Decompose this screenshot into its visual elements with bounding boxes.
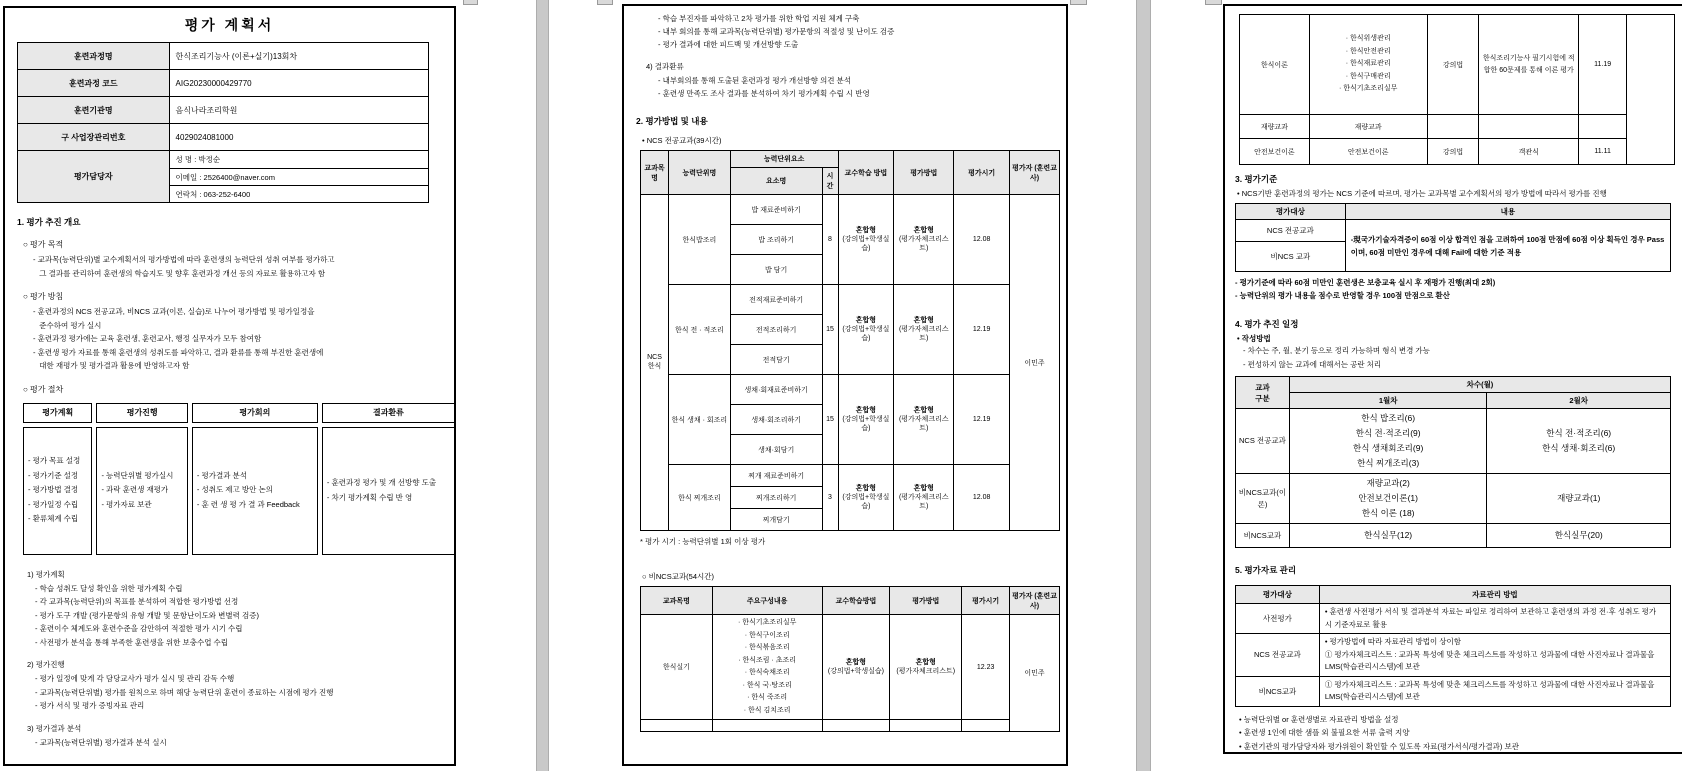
header-cell: 훈련기관명 (18, 97, 170, 124)
cell: 강의법 (1427, 139, 1479, 165)
numbered-block (17, 659, 442, 713)
table-row (1236, 524, 1671, 548)
subsection-heading: ○ 평가 절차 (23, 384, 64, 394)
text-line: - 내부회의를 통해 도출된 훈련과정 평가 개선방향 의견 분석 (658, 76, 852, 85)
table-row (641, 375, 1060, 405)
text-line: ① 평가자체크리스트 : 교과목 특성에 맞춘 체크리스트를 작성하고 성과물에 대한 사진자료나 결과물을 LMS(학습관리시스템)에 보관 (1324, 649, 1657, 671)
text-line: - 평가자료 보관 (101, 499, 152, 509)
numbered-block (17, 569, 442, 650)
carryover-items (658, 12, 1054, 51)
cell (322, 427, 455, 555)
text-line: - 평가방법 결정 (28, 485, 79, 495)
cell: 한식밥조리 (668, 195, 730, 285)
cell: 11.19 (1579, 15, 1627, 115)
cell: 밥 재료준비하기 (730, 195, 822, 225)
cell (1487, 409, 1671, 474)
cell: 비NCS교과 (1236, 676, 1320, 706)
method-lines (1325, 606, 1665, 631)
text-line: • 평가방법에 따라 자료관리 방법이 상이함 (1324, 637, 1462, 646)
text-line: 한식 생채회조리(9) (1353, 443, 1424, 453)
paragraph: • NCS기반 훈련과정의 평가는 NCS 기준에 따르며, 평가는 교과목별 교수계획서의 평가 방법에 따라서 평가를 진행 (1237, 189, 1607, 198)
text-line: 대한 재평가 및 평가결과 활용에 반영하고자 함 (33, 361, 190, 370)
evaluation-manager-cell (169, 151, 428, 203)
page-1 (3, 6, 456, 766)
text-line: · 한식 김치조리 (743, 706, 791, 714)
content-list (1312, 33, 1425, 96)
text-line: · 한식기초조리실무 (737, 619, 797, 626)
text-line: 그 결과를 관리하여 훈련생의 학습지도 및 향후 훈련과정 개선 등의 자료로 활용하고자 함 (33, 268, 326, 278)
text-line: 안전보건이론(1) (1358, 493, 1418, 503)
cell (1289, 524, 1487, 548)
header-cell: 교과 구분 (1236, 377, 1290, 409)
text-line: 한식 찌개조리(3) (1357, 458, 1420, 468)
header-cell: 2월차 (1487, 393, 1671, 409)
header-cell: 평가시기 (954, 151, 1010, 195)
text-line: ① 평가자체크리스트 : 교과목 특성에 맞춘 체크리스트를 작성하고 성과물에 대한 사진자료나 결과물을 LMS(학습관리시스템)에 보관 (1324, 679, 1657, 701)
cell: 3 (822, 465, 838, 531)
text-line: 한식 이론 (18) (1361, 508, 1415, 518)
header-cell: 능력단위요소 (730, 151, 838, 168)
text-line: · 한식볶음조리 (744, 644, 790, 651)
cell: 비NCS 교과 (1236, 242, 1346, 272)
cell (712, 615, 822, 720)
table-row (1236, 634, 1671, 677)
header-cell: 1월차 (1289, 393, 1487, 409)
cell: 혼합형 (평가자체크리스트) (894, 195, 954, 285)
text-line: - 평가 일정에 맞게 각 담당교사가 평가 실시 및 관리 감독 수행 (35, 674, 235, 683)
cell (1319, 634, 1670, 677)
table-row (641, 587, 1060, 615)
cell: 음식나라조리학원 (169, 97, 428, 124)
cell: 전적담기 (730, 345, 822, 375)
list-heading: 3) 평가결과 분석 (27, 723, 82, 733)
cell: 한식조리기능사 필기시험에 적합한 60문제를 통해 이론 평가 (1479, 15, 1579, 115)
cell: 한식 찌개조리 (668, 465, 730, 531)
text-line: - 교과목(능력단위)별 교수계획서의 평가방법에 따라 훈련생의 능력단위 성취 여부를 평가하고 (33, 255, 335, 264)
text-line: 한식 밥조리(6) (1361, 413, 1416, 423)
cell (962, 720, 1010, 732)
list-heading: 1) 평가계획 (27, 569, 65, 579)
cell: 혼합형 (평가자체크리스트) (890, 615, 962, 720)
text-line: • 훈련기관의 평가담당자와 평가위원이 확인할 수 있도록 자료(평가서식/평가결과) 보관 (1239, 741, 1519, 751)
text-line: - 훈 련 생 평 가 결 과 Feedback (196, 499, 300, 509)
cell: 비NCS교과 (1236, 524, 1290, 548)
course-info-table (17, 42, 429, 203)
manager-email: 이메일 : 2526400@naver.com (170, 168, 428, 185)
cell: 한식 생채 · 회조리 (668, 375, 730, 465)
list-heading: 2) 평가진행 (27, 660, 65, 669)
schedule-list (1292, 528, 1485, 543)
table-row (1236, 204, 1671, 220)
schedule-list (1292, 476, 1485, 521)
table-row (641, 195, 1060, 225)
list-heading: • 작성방법 (1237, 334, 1271, 343)
header-cell: 구 사업장관리번호 (18, 124, 170, 151)
text-line: - 평가 도구 개발 (평가문항의 유형 개발 및 문항난이도와 변별력 검증) (35, 610, 259, 620)
header-cell: 결과환류 (322, 403, 455, 423)
header-cell: 평가담당자 (18, 151, 170, 203)
header-cell: 평가방법 (890, 587, 962, 615)
cell: 밥 조리하기 (730, 225, 822, 255)
subsection-heading: ○ 평가 목적 (23, 240, 64, 249)
cell: 12.08 (954, 195, 1010, 285)
header-cell: 내용 (1345, 204, 1670, 220)
table-footnote: * 평가 시기 : 능력단위별 1회 이상 평가 (640, 537, 766, 546)
cell (822, 720, 890, 732)
text-line: - 차기 평가계획 수립 반 영 (326, 492, 413, 502)
item-list (658, 74, 1054, 100)
text-line: · 한식기초조리실무 (1338, 85, 1398, 93)
table-row (1240, 115, 1675, 139)
method-lines (1325, 679, 1665, 704)
cell: 강의법 (1427, 15, 1479, 115)
cell: 안전보건이론 (1240, 139, 1310, 165)
header-cell: 평가회의 (192, 403, 318, 423)
cell: 생채·회담기 (730, 435, 822, 465)
cell: 4029024081000 (169, 124, 428, 151)
text-line: - 내부 회의를 통해 교과목(능력단위별) 평가문항의 적절성 및 난이도 검증 (658, 27, 895, 36)
text-line: - 평가기준 설정 (28, 470, 79, 480)
cell: 찌개조리하기 (730, 487, 822, 509)
text-line: - 훈련과정 평가에는 교육 훈련생, 훈련교사, 행정 실무자가 모두 참여함 (33, 334, 262, 343)
table-row (1240, 15, 1675, 115)
text-line: • 훈련생 1인에 대한 샘플 외 불필요한 서류 출력 지양 (1239, 728, 1410, 737)
cell: 객관식 (1479, 139, 1579, 165)
text-line: - 편성하지 않는 교과에 대해서는 공란 처리 (1243, 359, 1382, 369)
cell: 전적조리하기 (730, 315, 822, 345)
window-notch (597, 0, 613, 5)
cell: 전적재료준비하기 (730, 285, 822, 315)
cell: 한식조리기능사 (이론+실기)13회차 (169, 43, 428, 70)
text-line: - 학습 성취도 달성 확인을 위한 평가계획 수립 (35, 583, 183, 593)
text-line: · 한식조림 · 초조리 (738, 656, 797, 664)
cell: 혼합형 (강의법+학생실습) (838, 285, 894, 375)
cell: 재량교과 (1240, 115, 1310, 139)
table-row (18, 43, 429, 70)
header-cell: 훈련과정명 (18, 43, 170, 70)
cell: 12.19 (954, 285, 1010, 375)
page-divider-scrollbar[interactable] (1136, 0, 1151, 771)
cell: 밥 담기 (730, 255, 822, 285)
data-management-table (1235, 585, 1671, 707)
item-list (197, 469, 313, 513)
table-row (1236, 377, 1671, 393)
table-row (641, 151, 1060, 168)
section-heading: 3. 평가기준 (1235, 174, 1278, 184)
cell (890, 720, 962, 732)
header-cell: 평가진행 (96, 403, 187, 423)
cell: NCS 전공교과 (1236, 409, 1290, 474)
header-cell: 시간 (822, 168, 838, 195)
cell: 12.08 (954, 465, 1010, 531)
section-heading: 5. 평가자료 관리 (1235, 565, 1297, 575)
header-cell: 차수(월) (1289, 377, 1670, 393)
cell: 15 (822, 375, 838, 465)
table-row (1236, 604, 1671, 634)
text-line: · 한식위생관리 (1345, 35, 1391, 43)
text-line: - 평가결과 분석 (196, 470, 248, 480)
text-line: - 성취도 제고 방안 논의 (196, 485, 273, 495)
text-line: - 평가일정 수립 (28, 499, 79, 509)
page-3 (1223, 4, 1682, 754)
cell: 생채·회재료준비하기 (730, 375, 822, 405)
text-line: · 한식구매관리 (1345, 72, 1391, 80)
header-cell: 평가자 (훈련교사) (1010, 587, 1060, 615)
header-cell: 평가시기 (962, 587, 1010, 615)
text-line: - 훈련생 만족도 조사 결과를 분석하여 차기 평가계획 수립 시 반영 (658, 89, 870, 98)
paragraph (33, 253, 442, 280)
manager-name: 성 명 : 박정순 (175, 155, 221, 164)
text-line: 한식실무(20) (1554, 530, 1603, 540)
text-line: - 교과목(능력단위별) 평가를 원칙으로 하며 해당 능력단위 훈련이 종료하는 시점에 평가 진행 (35, 687, 334, 697)
table-row (18, 97, 429, 124)
cell: 찌개 재료준비하기 (730, 465, 822, 487)
table-row (1240, 139, 1675, 165)
text-line: 한식 전·적조리(6) (1546, 428, 1612, 438)
table-row (1236, 409, 1671, 474)
schedule-list (1489, 426, 1668, 456)
header-cell: 평가방법 (894, 151, 954, 195)
item-list (35, 736, 442, 750)
cell: 혼합형 (강의법+학생실습) (822, 615, 890, 720)
cell: 이민주 (1010, 195, 1060, 531)
cell: 찌개담기 (730, 509, 822, 531)
cell: 안전보건이론 (1309, 139, 1427, 165)
cell (1479, 115, 1579, 139)
cell (1427, 115, 1479, 139)
cell: 혼합형 (강의법+학생실습) (838, 375, 894, 465)
cell (1289, 409, 1487, 474)
non-ncs-subject-table (640, 586, 1060, 732)
cell: 비NCS교과(이론) (1236, 474, 1290, 524)
header-cell: 교수학습방법 (822, 587, 890, 615)
window-notch (1070, 0, 1087, 5)
text-line: - 교과목(능력단위별) 평가결과 분석 실시 (35, 737, 167, 747)
header-cell: 평가자 (훈련교사) (1010, 151, 1060, 195)
item-list (101, 469, 182, 513)
schedule-list (1489, 528, 1668, 543)
table-row (1236, 474, 1671, 524)
cell (1579, 115, 1627, 139)
table-row (18, 151, 429, 203)
cell: 혼합형 (강의법+학생실습) (838, 465, 894, 531)
text-line: 한식실무(12) (1364, 530, 1413, 540)
cell (1487, 474, 1671, 524)
item-list (35, 582, 442, 650)
cell: NCS 전공교과 (1236, 220, 1346, 242)
header-cell: 자료관리 방법 (1319, 586, 1670, 604)
cell: 한식 전 · 적조리 (668, 285, 730, 375)
evaluation-criteria-table (1235, 203, 1671, 272)
schedule-list (1489, 491, 1668, 506)
cell: 혼합형 (강의법+학생실습) (838, 195, 894, 285)
cell: NCS 한식 (641, 195, 669, 531)
text-line: - 훈련과정의 NCS 전공교과, 비NCS 교과(이론, 실습)로 나누어 평가방법 및 평가일정을 (33, 307, 315, 316)
text-line: 한식 전·적조리(9) (1355, 428, 1421, 438)
table-row (18, 70, 429, 97)
cell: -現국가기술자격증이 60점 이상 합격인 점을 고려하여 100점 만점에 60점 이상 획득인 경우 Pass이며, 60점 미만인 경우에 대해 Fail에 대한 기준 적용 (1345, 220, 1670, 272)
item-list (1243, 344, 1681, 371)
cell: 8 (822, 195, 838, 285)
text-line: 준수하여 평가 실시 (33, 320, 102, 330)
header-cell: 교수학습 방법 (838, 151, 894, 195)
text-line: · 한식 국·탕조리 (742, 681, 792, 689)
cell (641, 720, 713, 732)
evaluation-procedure-table (19, 399, 456, 559)
page-title: 평가 계획서 (184, 17, 275, 33)
evaluation-schedule-table (1235, 376, 1671, 548)
ncs-subject-table (640, 150, 1060, 531)
text-line: - 평가 서식 및 평가 증빙자료 관리 (35, 701, 145, 710)
header-cell: 주요구성내용 (712, 587, 822, 615)
text-line: · 한식안전관리 (1345, 47, 1391, 55)
page-divider-scrollbar[interactable] (536, 0, 549, 771)
cell: 15 (822, 285, 838, 375)
text-line: - 환류체계 수립 (28, 514, 79, 524)
cell (192, 427, 318, 555)
item-list (28, 454, 87, 527)
text-line: - 능력단위의 평가 내용을 점수로 반영할 경우 100점 만점으로 환산 (1235, 291, 1450, 300)
text-line: - 학습 부진자를 파악하고 2차 평가를 위한 학업 지원 체계 구축 (658, 14, 860, 23)
text-line: 재량교과(1) (1557, 493, 1601, 503)
cell: 사전평가 (1236, 604, 1320, 634)
cell: 한식이론 (1240, 15, 1310, 115)
section-heading: 2. 평가방법 및 내용 (636, 116, 708, 126)
header-cell: 평가계획 (23, 403, 92, 423)
cell: 한식실기 (641, 615, 713, 720)
text-line: • 훈련생 사전평가 서식 및 결과분석 자료는 파일로 정리하여 보관하고 훈련생의 과정 전·후 성취도 평가 시 기준자료로 활용 (1324, 607, 1659, 629)
cell: 재량교과 (1309, 115, 1427, 139)
table-row (18, 124, 429, 151)
cell: 12.23 (962, 615, 1010, 720)
header-cell: 훈련과정 코드 (18, 70, 170, 97)
list-heading: 4) 결과환류 (646, 62, 684, 71)
cell: 11.11 (1579, 139, 1627, 165)
header-cell: 평가대상 (1236, 204, 1346, 220)
management-bullets (1239, 713, 1681, 754)
text-line: - 차수는 주, 월, 분기 등으로 정리 가능하며 형식 변경 가능 (1243, 346, 1430, 355)
text-line: - 평가기준에 따라 60점 미만인 훈련생은 보충교육 실시 후 재평가 진행(최대 2회) (1235, 278, 1496, 287)
table-row (23, 427, 455, 555)
text-line: • 능력단위별 or 훈련생별로 자료관리 방법을 설정 (1239, 714, 1399, 724)
table-row (1236, 393, 1671, 409)
header-cell: 능력단위명 (668, 151, 730, 195)
table-row (641, 285, 1060, 315)
text-line: - 훈련이수 체계도와 훈련수준을 감안하여 적절한 평가 시기 수립 (35, 624, 243, 633)
table-row (641, 615, 1060, 720)
cell (1309, 15, 1427, 115)
header-cell: 평가대상 (1236, 586, 1320, 604)
text-line: - 능력단위별 평가실시 (101, 470, 174, 480)
paragraph (33, 305, 442, 373)
window-notch (463, 0, 478, 5)
text-line: - 평가 목표 설정 (28, 456, 81, 466)
cell (96, 427, 187, 555)
cell (1319, 604, 1670, 634)
table-row (1236, 586, 1671, 604)
numbered-block (17, 723, 442, 750)
text-line: - 훈련생 평가 자료를 통해 훈련생의 성취도를 파악하고, 결과 환류를 통해 부진한 훈련생에 (33, 347, 324, 357)
table-label: ○ 비NCS교과(54시간) (642, 572, 715, 581)
cell: 혼합형 (평가자체크리스트) (894, 375, 954, 465)
text-line: - 각 교과목(능력단위)의 목표를 분석하여 적합한 평가방법 선정 (35, 597, 239, 606)
cell (1289, 474, 1487, 524)
cell: AIG20230000429770 (169, 70, 428, 97)
text-line: 재량교과(2) (1366, 478, 1410, 488)
cell: 혼합형 (평가자체크리스트) (894, 465, 954, 531)
cell: 생채·회조리하기 (730, 405, 822, 435)
cell (1627, 15, 1675, 165)
table-row (1236, 676, 1671, 706)
criteria-notes (1235, 276, 1681, 302)
cell: 혼합형 (평가자체크리스트) (894, 285, 954, 375)
item-list (35, 672, 442, 713)
header-cell: 교과목명 (641, 151, 669, 195)
text-line: · 한식재료관리 (1345, 60, 1391, 68)
text-line: - 평가 결과에 대한 피드백 및 개선방향 도출 (658, 40, 799, 49)
text-line: · 한식숙채조리 (744, 669, 790, 676)
text-line: - 과락 훈련생 재평가 (101, 485, 169, 495)
content-list (715, 617, 820, 717)
cell: 이민주 (1010, 615, 1060, 732)
text-line: · 한식 죽조리 (747, 694, 788, 701)
text-line: 한식 생채·회조리(6) (1542, 443, 1616, 453)
subsection-heading: ○ 평가 방침 (23, 292, 64, 301)
table-row (641, 465, 1060, 487)
manager-phone: 연락처 : 063-252-6400 (170, 185, 428, 202)
non-ncs-continuation-table (1239, 14, 1675, 165)
section-heading: 1. 평가 추진 개요 (17, 217, 81, 227)
text-line: - 훈련과정 평가 및 개 선방향 도출 (326, 478, 437, 487)
table-row (1236, 220, 1671, 242)
text-line: · 한식구이조리 (744, 631, 790, 639)
table-label: • NCS 전공교과(39시간) (642, 136, 722, 145)
header-cell: 요소명 (730, 168, 822, 195)
page-2 (622, 4, 1068, 766)
cell (1487, 524, 1671, 548)
cell: NCS 전공교과 (1236, 634, 1320, 677)
schedule-list (1292, 411, 1485, 471)
method-lines (1325, 636, 1665, 674)
cell (712, 720, 822, 732)
header-cell: 교과목명 (641, 587, 713, 615)
item-list (327, 476, 450, 505)
table-row (641, 720, 1060, 732)
table-row (23, 403, 455, 423)
cell: 12.19 (954, 375, 1010, 465)
section-heading: 4. 평가 추진 일정 (1235, 319, 1299, 329)
cell (23, 427, 92, 555)
window-notch (1205, 0, 1222, 5)
text-line: - 사전평가 분석을 통해 부족한 훈련생을 위한 보충수업 수립 (35, 637, 229, 647)
cell (1319, 676, 1670, 706)
